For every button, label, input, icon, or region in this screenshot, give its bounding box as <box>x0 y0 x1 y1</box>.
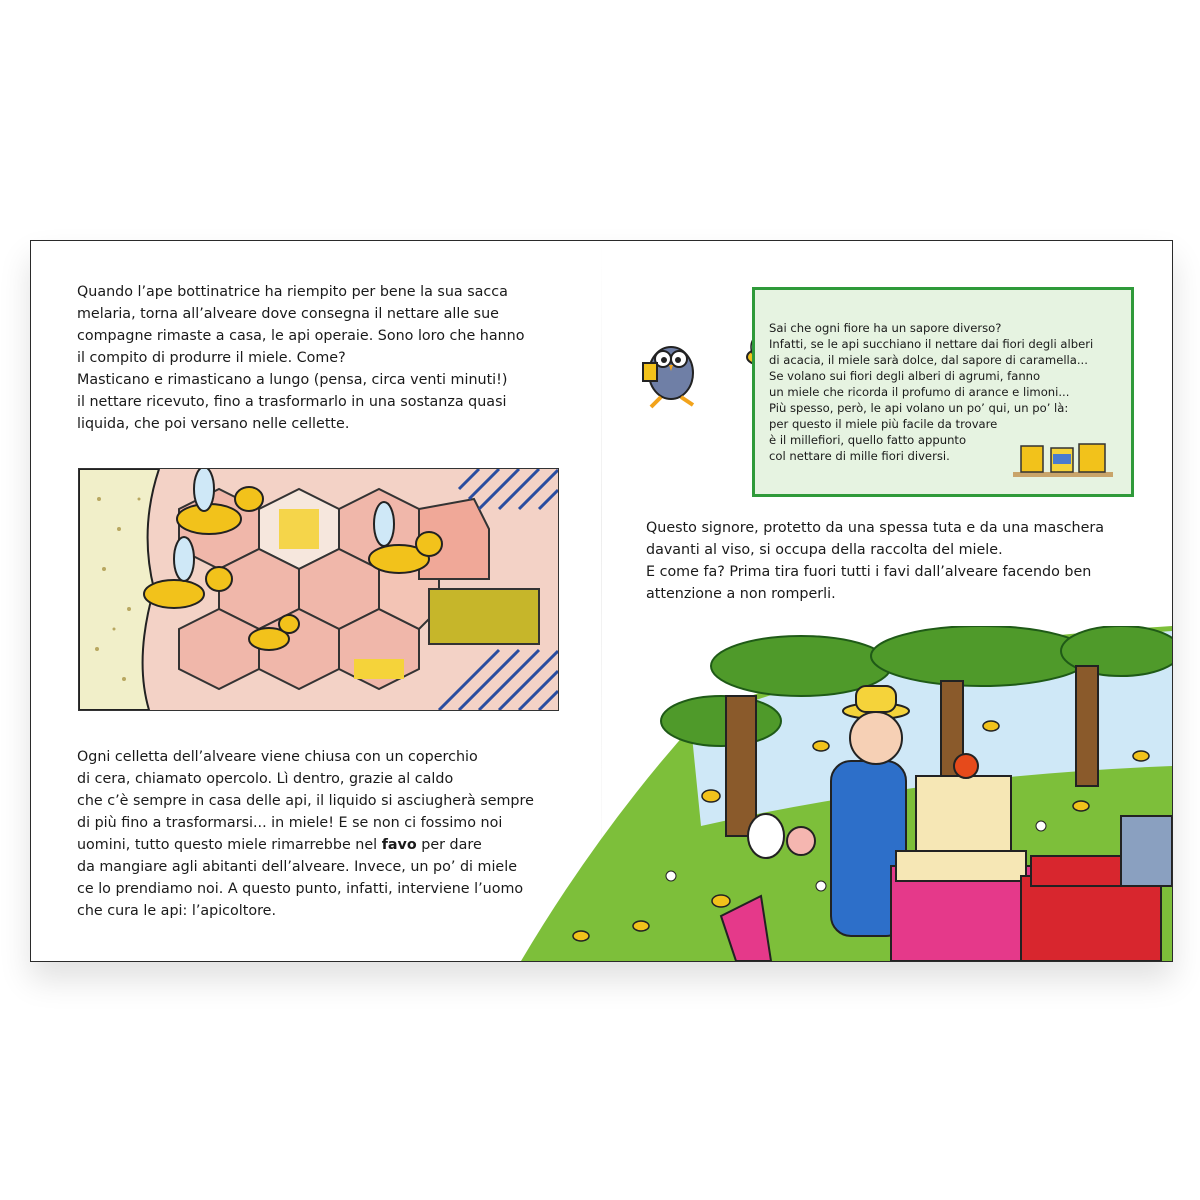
text-fragment: uomini, tutto questo miele rimarrebbe nel <box>77 837 382 853</box>
text-line: compagne rimaste a casa, le api operaie. Sono loro che hanno <box>77 328 525 344</box>
text-line: che cura le api: l’apicoltore. <box>77 903 277 919</box>
text-line: di più fino a trasformarsi... in miele! E se non ci fossimo noi <box>77 815 503 831</box>
honeycomb-illustration <box>78 468 559 711</box>
text-line: Sai che ogni fiore ha un sapore diverso? <box>769 321 1002 335</box>
text-line: Più spesso, però, le api volano un po’ qui, un po’ là: <box>769 401 1069 415</box>
info-box <box>752 287 1134 497</box>
text-line: E come fa? Prima tira fuori tutti i favi dall’alveare facendo ben <box>646 564 1092 580</box>
text-line: attenzione a non romperli. <box>646 586 836 602</box>
text-line: è il millefiori, quello fatto appunto <box>769 433 967 447</box>
beekeeper-illustration <box>521 626 1172 961</box>
book-spread <box>30 240 1173 962</box>
text-line: Quando l’ape bottinatrice ha riempito per bene la sua sacca <box>77 284 508 300</box>
honey-jar-icon <box>1013 432 1113 482</box>
text-line: liquida, che poi versano nelle cellette. <box>77 416 350 432</box>
text-line: col nettare di mille fiori diversi. <box>769 449 950 463</box>
text-line: per questo il miele più facile da trovare <box>769 417 998 431</box>
text-line: Ogni celletta dell’alveare viene chiusa con un coperchio <box>77 749 478 765</box>
honey-jar-icon <box>643 363 657 381</box>
text-line: Masticano e rimasticano a lungo (pensa, circa venti minuti!) <box>77 372 508 388</box>
text-line: da mangiare agli abitanti dell’alveare. Invece, un po’ di miele <box>77 859 517 875</box>
text-line-with-bold <box>77 834 534 856</box>
bold-term-favo: favo <box>381 837 417 853</box>
left-paragraph-1 <box>77 281 525 435</box>
text-line: il nettare ricevuto, fino a trasformarlo in una sostanza quasi <box>77 394 507 410</box>
left-paragraph-2 <box>77 746 534 922</box>
text-line: che c’è sempre in casa delle api, il liquido si asciugherà sempre <box>77 793 534 809</box>
text-line: il compito di produrre il miele. Come? <box>77 350 346 366</box>
text-line: Se volano sui fiori degli alberi di agrumi, fanno <box>769 369 1041 383</box>
text-line: Infatti, se le api succhiano il nettare dai fiori degli alberi <box>769 337 1094 351</box>
text-line: davanti al viso, si occupa della raccolta del miele. <box>646 542 1003 558</box>
text-line: di cera, chiamato opercolo. Lì dentro, grazie al caldo <box>77 771 454 787</box>
text-line: un miele che ricorda il profumo di arance e limoni... <box>769 385 1070 399</box>
text-line: ce lo prendiamo noi. A questo punto, infatti, interviene l’uomo <box>77 881 524 897</box>
text-line: melaria, torna all’alveare dove consegna il nettare alle sue <box>77 306 499 322</box>
text-line: di acacia, il miele sarà dolce, dal sapore di caramella... <box>769 353 1088 367</box>
right-paragraph <box>646 517 1104 605</box>
text-fragment: per dare <box>416 837 482 853</box>
text-line: Questo signore, protetto da una spessa tuta e da una maschera <box>646 520 1105 536</box>
